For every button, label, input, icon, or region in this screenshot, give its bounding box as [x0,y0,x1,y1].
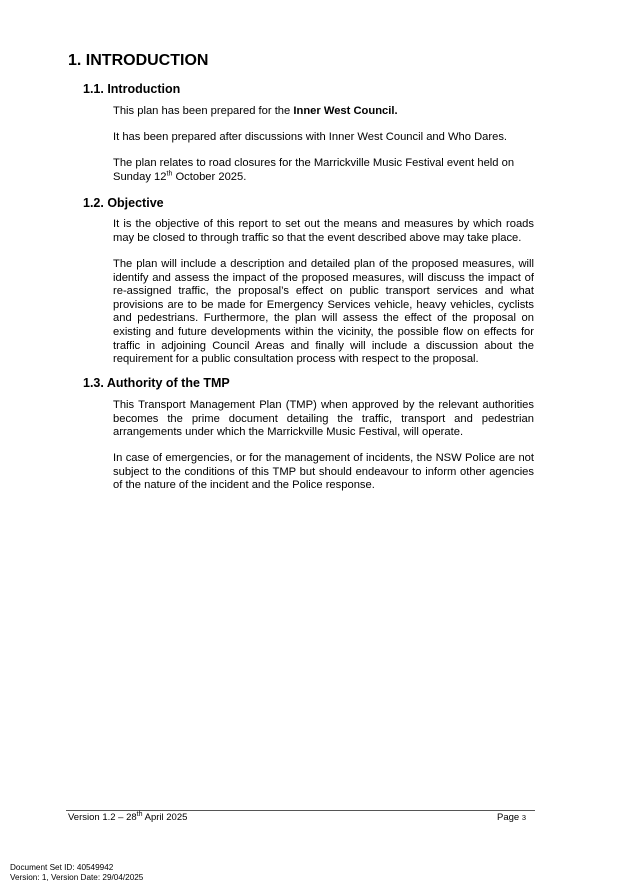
paragraph [113,157,538,184]
paragraph: It is the objective of this report to set out the means and measures by which roads may be closed to through traffic so that the event described above may take place. [113,218,534,244]
paragraph: This Transport Management Plan (TMP) when approved by the relevant authorities becomes the prime document detailing the traffic, transport and pedestrian arrangements under which the Marrickville Music Festival, will operate. [113,399,534,439]
ordinal-suffix: th [166,169,173,177]
paragraph: The plan will include a description and detailed plan of the proposed measures, will identify and assess the impact of the proposed measures, will discuss the impact of re-assigned traffic, the proposal’s effect on public transport services and what provisions are to be made for Emergency Services vehicle, heavy vehicles, cyclists and pedestrians. Furthermore, the plan will assess the effect of the proposal on existing and future developments within the vicinity, the possible flow on effects for traffic in adjoining Council Areas and finally will include a discussion about the requirement for a public consultation process with respect to the proposal. [113,258,534,366]
ordinal-suffix: th [136,810,143,818]
document-set-id: Document Set ID: 40549942 [10,863,114,872]
footer-page [497,812,526,823]
section-heading: 1. INTRODUCTION [68,52,209,69]
paragraph-text: The plan relates to road closures for the Marrickville Music Festival event held on Sunday 12 [113,157,515,183]
document-version: Version: 1, Version Date: 29/04/2025 [10,873,144,882]
footer-version [68,812,187,823]
paragraph: It has been prepared after discussions with Inner West Council and Who Dares. [113,131,508,143]
paragraph-text: This plan has been prepared for the [113,105,294,117]
council-name: Inner West Council. [293,105,398,117]
paragraph [113,105,534,119]
subheading-objective: 1.2. Objective [83,196,164,210]
page-label: Page [497,812,522,823]
subheading-introduction: 1.1. Introduction [83,82,181,96]
footer-version-text: Version 1.2 – 28 [68,812,137,823]
paragraph: In case of emergencies, or for the management of incidents, the NSW Police are not subject to the conditions of this TMP but should endeavour to inform other agencies of the nature of the incident and the Police response. [113,452,534,492]
footer-version-text: April 2025 [142,812,188,823]
page-number: 3 [521,813,526,822]
subheading-authority: 1.3. Authority of the TMP [83,376,230,390]
paragraph-text: October 2025. [172,170,247,183]
